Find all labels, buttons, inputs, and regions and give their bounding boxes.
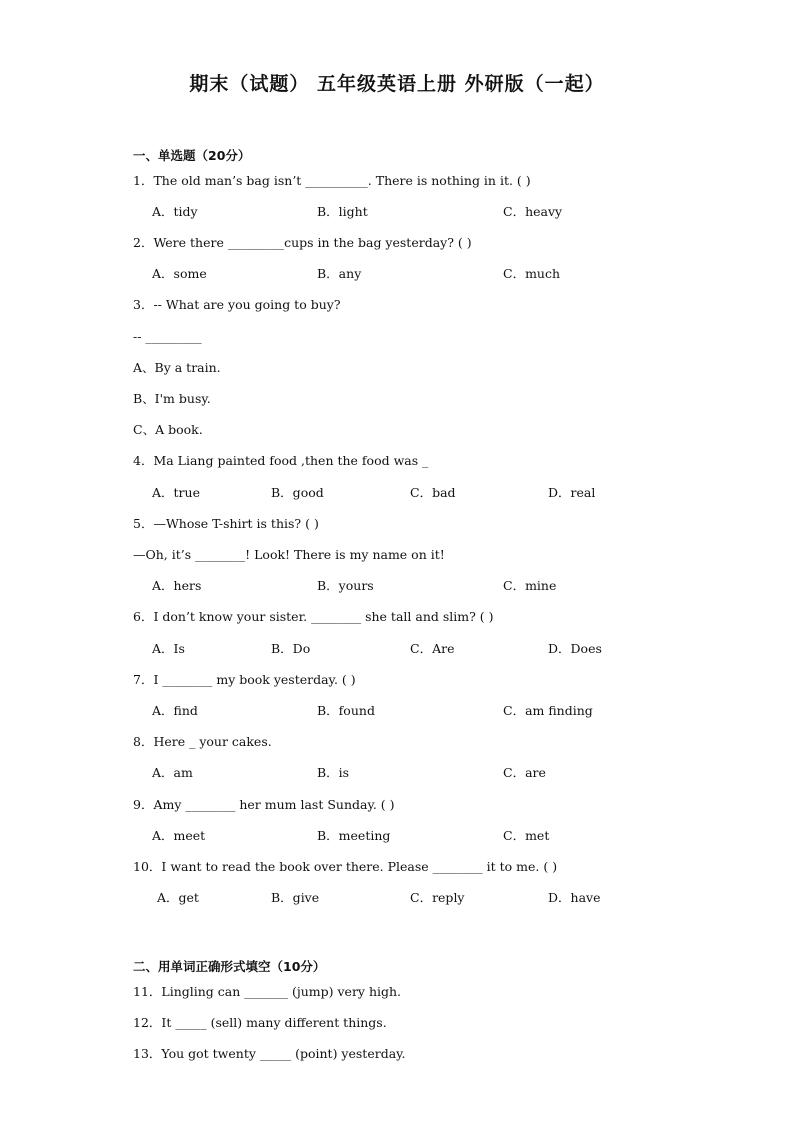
q2-option-a[interactable]: A．some bbox=[152, 266, 207, 281]
q10-option-c[interactable]: C．reply bbox=[410, 890, 465, 905]
q4-option-d[interactable]: D．real bbox=[548, 485, 596, 500]
question-3: 3．-- What are you going to buy? bbox=[133, 297, 341, 312]
q3-option-c[interactable]: C、A book. bbox=[133, 422, 203, 437]
q10-option-b[interactable]: B．give bbox=[271, 890, 320, 905]
q10-option-a[interactable]: A．get bbox=[157, 890, 199, 905]
q5-option-a[interactable]: A．hers bbox=[152, 578, 202, 593]
q6-option-d[interactable]: D．Does bbox=[548, 641, 602, 656]
question-1: 1．The old man’s bag isn’t __________. There is nothing in it. ( ) bbox=[133, 173, 531, 188]
question-5: 5．—Whose T-shirt is this? ( ) bbox=[133, 516, 319, 531]
q2-option-c[interactable]: C．much bbox=[503, 266, 561, 281]
section-heading-1: 一、单选题（20分） bbox=[133, 148, 251, 163]
q6-option-c[interactable]: C．Are bbox=[410, 641, 455, 656]
question-6: 6．I don’t know your sister. ________ she tall and slim? ( ) bbox=[133, 609, 494, 624]
q9-option-c[interactable]: C．met bbox=[503, 828, 550, 843]
q7-option-a[interactable]: A．find bbox=[152, 703, 198, 718]
q3-option-b[interactable]: B、I'm busy. bbox=[133, 391, 211, 406]
question-11: 11．Lingling can _______ (jump) very high. bbox=[133, 984, 402, 999]
q5-option-b[interactable]: B．yours bbox=[317, 578, 374, 593]
question-12: 12．It _____ (sell) many different things. bbox=[133, 1015, 387, 1030]
q3-option-a[interactable]: A、By a train. bbox=[133, 360, 221, 375]
question-7: 7．I ________ my book yesterday. ( ) bbox=[133, 672, 356, 687]
question-9: 9．Amy ________ her mum last Sunday. ( ) bbox=[133, 797, 395, 812]
q1-option-b[interactable]: B．light bbox=[317, 204, 368, 219]
q4-option-c[interactable]: C．bad bbox=[410, 485, 456, 500]
q10-option-d[interactable]: D．have bbox=[548, 890, 601, 905]
question-8: 8．Here _ your cakes. bbox=[133, 734, 272, 749]
q8-option-a[interactable]: A．am bbox=[152, 765, 193, 780]
q9-option-b[interactable]: B．meeting bbox=[317, 828, 391, 843]
q5-option-c[interactable]: C．mine bbox=[503, 578, 557, 593]
q5-dialogue: —Oh, it’s ________! Look! There is my name on it! bbox=[133, 547, 445, 562]
question-4: 4．Ma Liang painted food ,then the food was _ bbox=[133, 453, 429, 468]
question-10: 10．I want to read the book over there. Please ________ it to me. ( ) bbox=[133, 859, 558, 874]
q6-option-a[interactable]: A．Is bbox=[152, 641, 185, 656]
q2-option-b[interactable]: B．any bbox=[317, 266, 362, 281]
q8-option-c[interactable]: C．are bbox=[503, 765, 546, 780]
question-13: 13．You got twenty _____ (point) yesterday. bbox=[133, 1046, 406, 1061]
q4-option-a[interactable]: A．true bbox=[152, 485, 200, 500]
q7-option-b[interactable]: B．found bbox=[317, 703, 375, 718]
q6-option-b[interactable]: B．Do bbox=[271, 641, 311, 656]
question-2: 2．Were there _________cups in the bag yesterday? ( ) bbox=[133, 235, 472, 250]
page-title: 期末（试题） 五年级英语上册 外研版（一起） bbox=[189, 73, 605, 95]
section-heading-2: 二、用单词正确形式填空（10分） bbox=[133, 959, 326, 974]
q7-option-c[interactable]: C．am finding bbox=[503, 703, 593, 718]
q9-option-a[interactable]: A．meet bbox=[152, 828, 206, 843]
q4-option-b[interactable]: B．good bbox=[271, 485, 324, 500]
q8-option-b[interactable]: B．is bbox=[317, 765, 350, 780]
q3-answer-blank: -- _________ bbox=[133, 329, 202, 344]
q1-option-c[interactable]: C．heavy bbox=[503, 204, 563, 219]
q1-option-a[interactable]: A．tidy bbox=[152, 204, 198, 219]
